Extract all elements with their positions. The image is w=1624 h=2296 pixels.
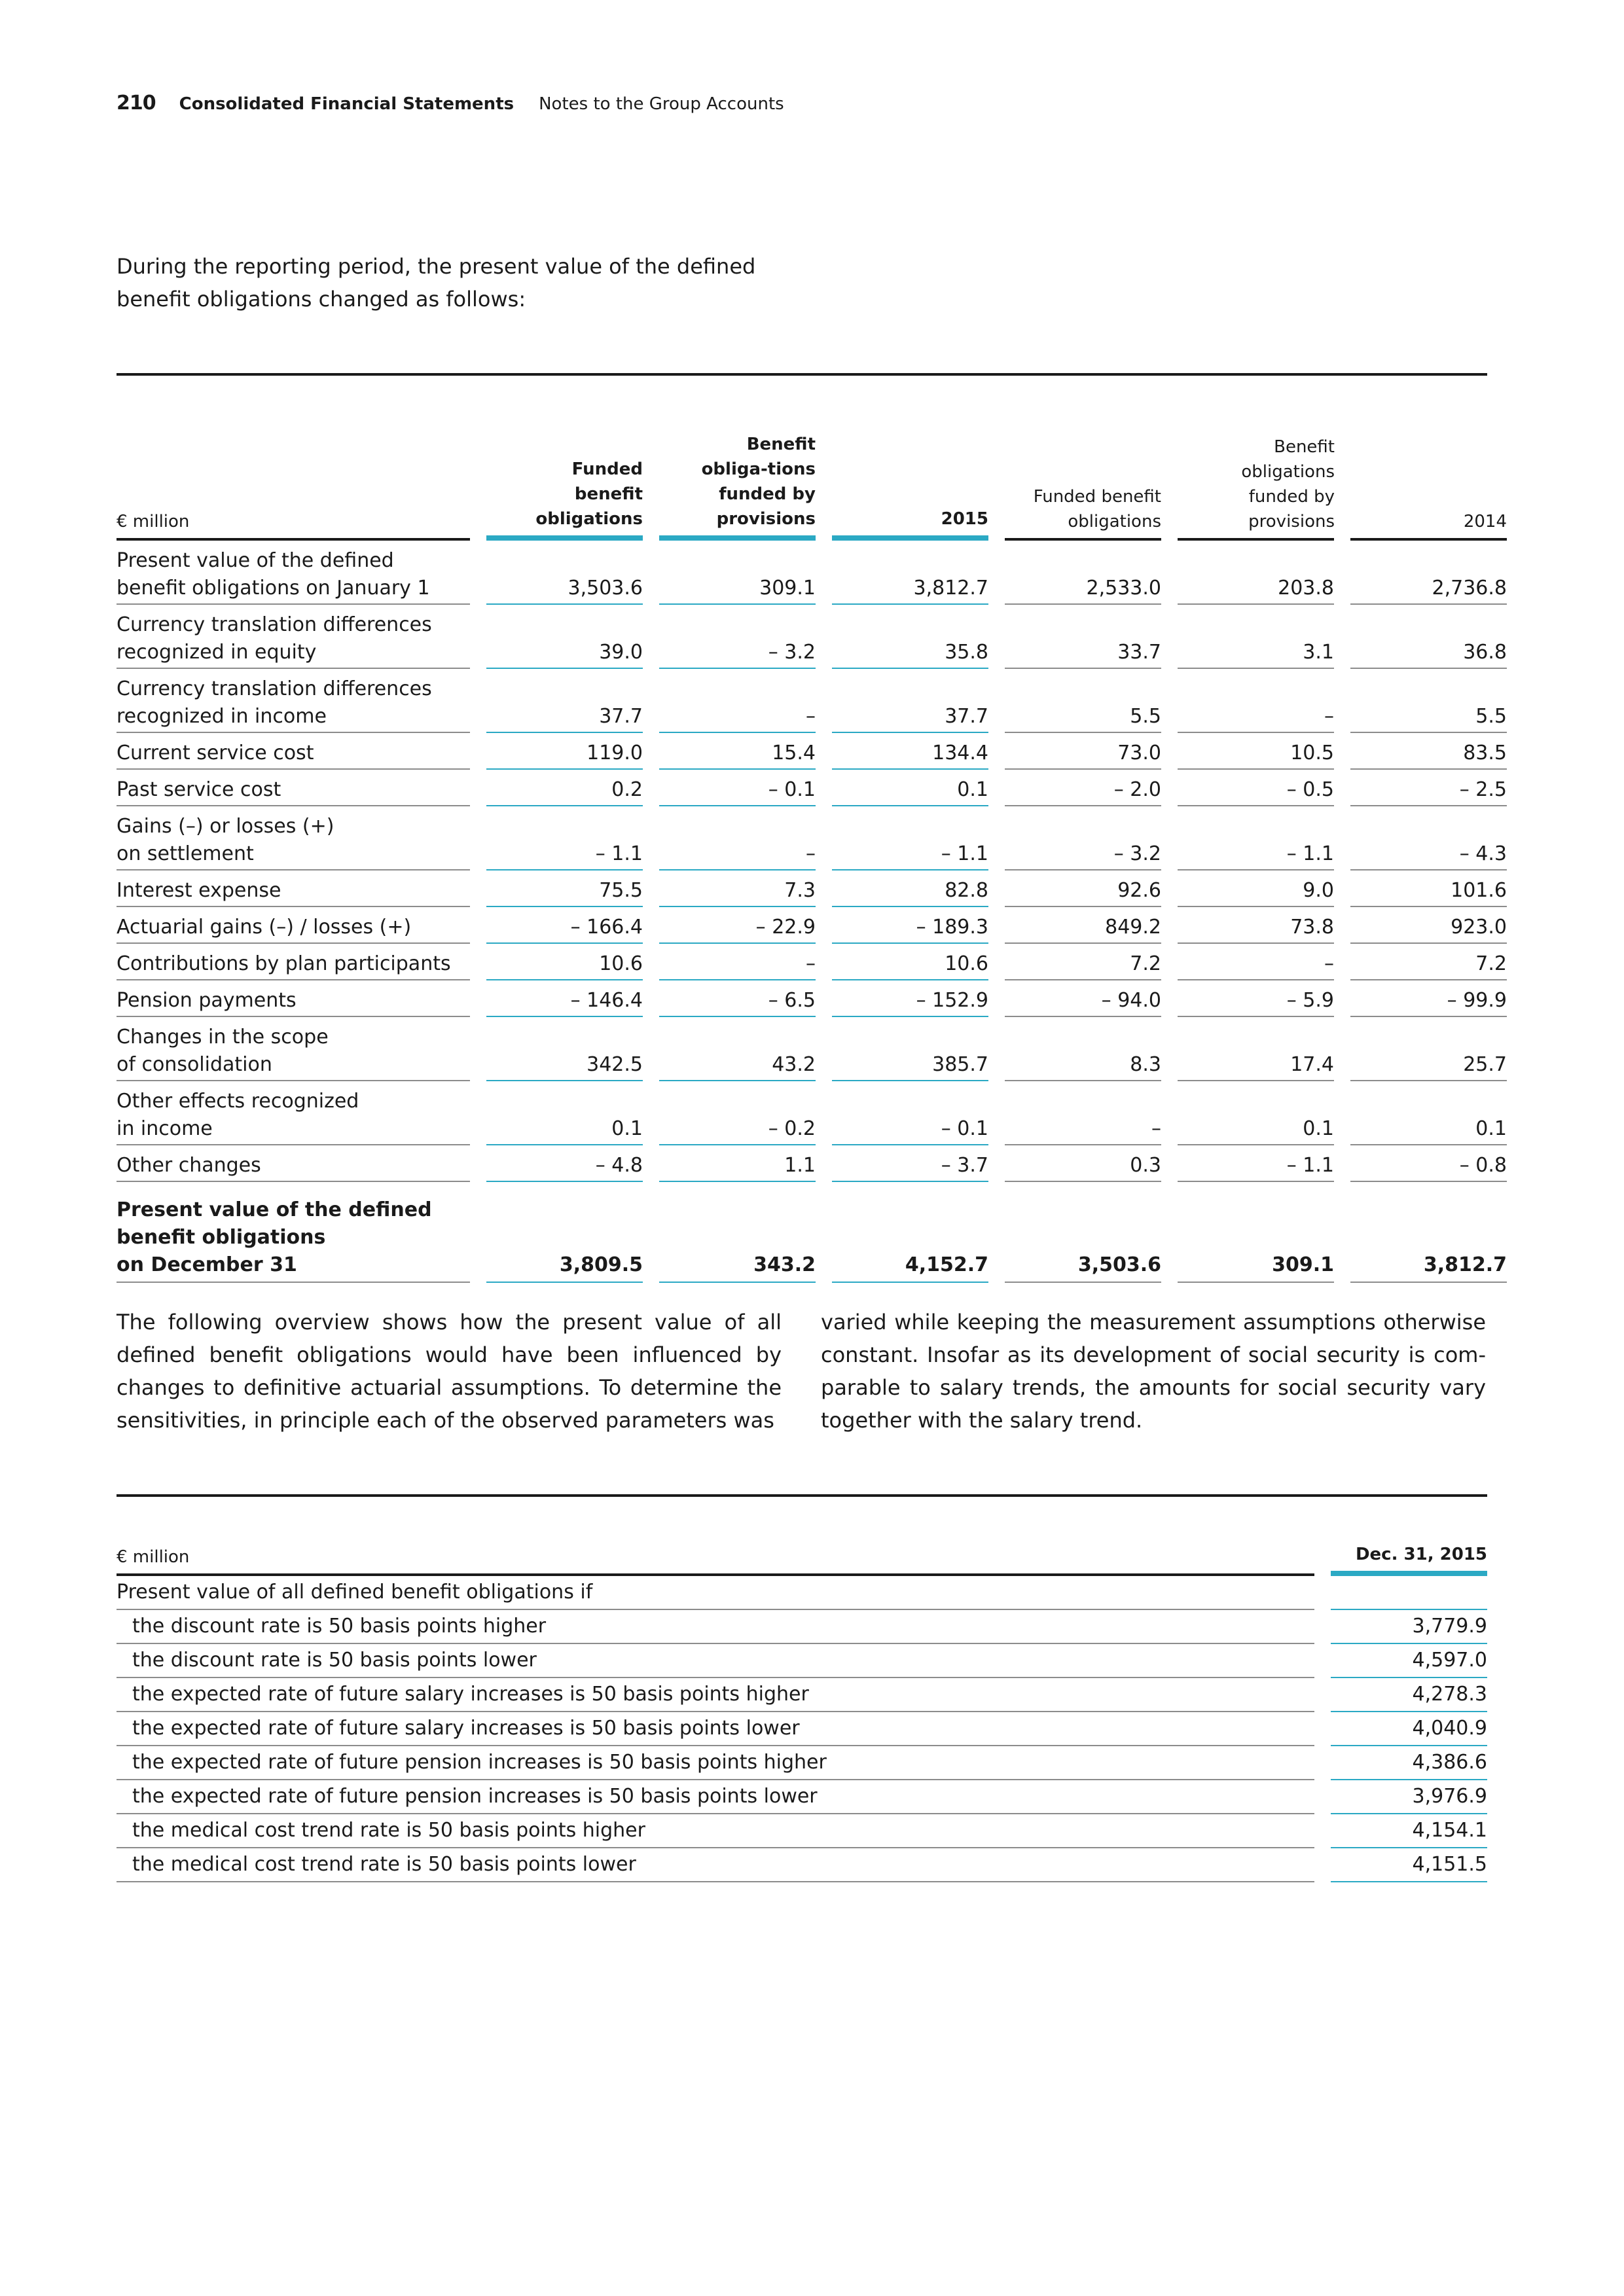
table-header-row bbox=[117, 1542, 1487, 1576]
cell-value: 10.5 bbox=[1178, 733, 1334, 770]
table-row bbox=[117, 770, 1507, 806]
sensitivity-paragraph-right: varied while keeping the measurement assumptions otherwise constant. Insofar as its development of social security is com-parable to salary trends, the amounts for social security vary together with the salary trend. bbox=[821, 1310, 1486, 1433]
table-row bbox=[117, 1746, 1487, 1780]
row-label: the discount rate is 50 basis points higher bbox=[117, 1610, 1314, 1644]
row-label: the discount rate is 50 basis points lower bbox=[117, 1644, 1314, 1678]
cell-value: 3,976.9 bbox=[1331, 1780, 1487, 1814]
cell-value: 15.4 bbox=[659, 733, 816, 770]
cell-value: – 152.9 bbox=[832, 980, 988, 1017]
cell-value: – 0.2 bbox=[659, 1081, 816, 1145]
table-row bbox=[117, 1712, 1487, 1746]
row-label: Past service cost bbox=[117, 770, 470, 806]
cell-value: 17.4 bbox=[1178, 1017, 1334, 1081]
cell-value: – bbox=[1178, 669, 1334, 733]
cell-value: 309.1 bbox=[1178, 1182, 1334, 1283]
row-label: Changes in the scope of consolidation bbox=[117, 1017, 470, 1081]
cell-value: 119.0 bbox=[486, 733, 643, 770]
cell-value: – bbox=[659, 944, 816, 980]
cell-value: 3,503.6 bbox=[486, 541, 643, 605]
section-title: Consolidated Financial Statements bbox=[179, 94, 514, 114]
cell-value: 4,154.1 bbox=[1331, 1814, 1487, 1848]
table-row bbox=[117, 1145, 1507, 1182]
row-label: Currency translation differences recognized in equity bbox=[117, 605, 470, 669]
column-header: Funded benefit obligations bbox=[486, 432, 643, 541]
cell-value: 35.8 bbox=[832, 605, 988, 669]
cell-value: – 3.7 bbox=[832, 1145, 988, 1182]
cell-value: 0.1 bbox=[1350, 1081, 1507, 1145]
cell-value: 849.2 bbox=[1005, 907, 1161, 944]
cell-value: – 22.9 bbox=[659, 907, 816, 944]
table-row bbox=[117, 1848, 1487, 1882]
row-label: Actuarial gains (–) / losses (+) bbox=[117, 907, 470, 944]
cell-value: 3,809.5 bbox=[486, 1182, 643, 1283]
cell-value: 25.7 bbox=[1350, 1017, 1507, 1081]
row-label: the medical cost trend rate is 50 basis points lower bbox=[117, 1848, 1314, 1882]
cell-value: 0.3 bbox=[1005, 1145, 1161, 1182]
table-row bbox=[117, 1576, 1487, 1610]
table-row bbox=[117, 1644, 1487, 1678]
column-header: Funded benefit obligations bbox=[1005, 432, 1161, 541]
cell-value: – bbox=[1005, 1081, 1161, 1145]
table-header-row bbox=[117, 432, 1507, 541]
row-label: Present value of all defined benefit obligations if bbox=[117, 1576, 1314, 1610]
table-row bbox=[117, 1081, 1507, 1145]
cell-value: 7.2 bbox=[1350, 944, 1507, 980]
cell-value: 101.6 bbox=[1350, 870, 1507, 907]
cell-value: 5.5 bbox=[1350, 669, 1507, 733]
cell-value: 83.5 bbox=[1350, 733, 1507, 770]
cell-value: 7.3 bbox=[659, 870, 816, 907]
cell-value: – 6.5 bbox=[659, 980, 816, 1017]
cell-value: – 94.0 bbox=[1005, 980, 1161, 1017]
total-row bbox=[117, 1182, 1507, 1283]
cell-value: – 0.8 bbox=[1350, 1145, 1507, 1182]
cell-value: 1.1 bbox=[659, 1145, 816, 1182]
table-row bbox=[117, 907, 1507, 944]
cell-value: 37.7 bbox=[832, 669, 988, 733]
cell-value: – 0.5 bbox=[1178, 770, 1334, 806]
cell-value: – 189.3 bbox=[832, 907, 988, 944]
column-header: Benefit obliga-tions funded by provisions bbox=[659, 432, 816, 541]
cell-value: – bbox=[1178, 944, 1334, 980]
cell-value: 0.1 bbox=[832, 770, 988, 806]
cell-value: – 1.1 bbox=[1178, 1145, 1334, 1182]
cell-value: – 2.0 bbox=[1005, 770, 1161, 806]
cell-value: – 146.4 bbox=[486, 980, 643, 1017]
cell-value: – 4.3 bbox=[1350, 806, 1507, 870]
cell-value: 37.7 bbox=[486, 669, 643, 733]
cell-value: 343.2 bbox=[659, 1182, 816, 1283]
table-row bbox=[117, 806, 1507, 870]
sensitivity-table bbox=[117, 1542, 1487, 1882]
cell-value: – 99.9 bbox=[1350, 980, 1507, 1017]
row-label: Pension payments bbox=[117, 980, 470, 1017]
cell-value: 4,386.6 bbox=[1331, 1746, 1487, 1780]
table-row bbox=[117, 1780, 1487, 1814]
cell-value: 9.0 bbox=[1178, 870, 1334, 907]
row-label: Interest expense bbox=[117, 870, 470, 907]
intro-paragraph: During the reporting period, the present value of the defined benefit obligations changed as follows: bbox=[117, 254, 756, 312]
cell-value: – 1.1 bbox=[486, 806, 643, 870]
cell-value: 8.3 bbox=[1005, 1017, 1161, 1081]
cell-value: – 0.1 bbox=[659, 770, 816, 806]
cell-value: – bbox=[659, 669, 816, 733]
table-row bbox=[117, 1678, 1487, 1712]
cell-value: 3,812.7 bbox=[832, 541, 988, 605]
subsection-title: Notes to the Group Accounts bbox=[539, 94, 784, 114]
table-row bbox=[117, 605, 1507, 669]
cell-value: – 1.1 bbox=[832, 806, 988, 870]
cell-value: 82.8 bbox=[832, 870, 988, 907]
table1-top-rule bbox=[117, 373, 1487, 376]
row-label: the expected rate of future salary increases is 50 basis points lower bbox=[117, 1712, 1314, 1746]
cell-value: – 1.1 bbox=[1178, 806, 1334, 870]
row-label: Present value of the defined benefit obligations on December 31 bbox=[117, 1182, 470, 1283]
cell-value: 203.8 bbox=[1178, 541, 1334, 605]
cell-value: 0.1 bbox=[1178, 1081, 1334, 1145]
cell-value: – bbox=[659, 806, 816, 870]
cell-value: – 166.4 bbox=[486, 907, 643, 944]
table-row bbox=[117, 1017, 1507, 1081]
row-label: Other effects recognized in income bbox=[117, 1081, 470, 1145]
page-header bbox=[117, 92, 784, 118]
cell-value: 134.4 bbox=[832, 733, 988, 770]
cell-value: 3.1 bbox=[1178, 605, 1334, 669]
cell-value: – 5.9 bbox=[1178, 980, 1334, 1017]
cell-value: 75.5 bbox=[486, 870, 643, 907]
column-header: Dec. 31, 2015 bbox=[1331, 1542, 1487, 1576]
column-header: 2015 bbox=[832, 432, 988, 541]
row-label: Currency translation differences recognized in income bbox=[117, 669, 470, 733]
cell-value: 7.2 bbox=[1005, 944, 1161, 980]
row-label: Present value of the defined benefit obligations on January 1 bbox=[117, 541, 470, 605]
cell-value: 10.6 bbox=[832, 944, 988, 980]
cell-value: 73.0 bbox=[1005, 733, 1161, 770]
sensitivity-paragraph-left: The following overview shows how the present value of all defined benefit obligations would have been influenced by changes to definitive actuarial assumptions. To determine the sensitivities, in principle each of the observed parameters was bbox=[117, 1310, 782, 1433]
unit-label: € million bbox=[117, 432, 470, 541]
cell-value: – 3.2 bbox=[1005, 806, 1161, 870]
column-header: 2014 bbox=[1350, 432, 1507, 541]
unit-label: € million bbox=[117, 1542, 1314, 1576]
row-label: the medical cost trend rate is 50 basis points higher bbox=[117, 1814, 1314, 1848]
cell-value: 0.1 bbox=[486, 1081, 643, 1145]
cell-value: 4,040.9 bbox=[1331, 1712, 1487, 1746]
table-row bbox=[117, 1814, 1487, 1848]
cell-value: 385.7 bbox=[832, 1017, 988, 1081]
cell-value: 36.8 bbox=[1350, 605, 1507, 669]
cell-value: 39.0 bbox=[486, 605, 643, 669]
row-label: the expected rate of future salary increases is 50 basis points higher bbox=[117, 1678, 1314, 1712]
column-header: Benefit obligations funded by provisions bbox=[1178, 432, 1334, 541]
cell-value: 33.7 bbox=[1005, 605, 1161, 669]
cell-value: 2,736.8 bbox=[1350, 541, 1507, 605]
row-label: Contributions by plan participants bbox=[117, 944, 470, 980]
cell-value: 4,597.0 bbox=[1331, 1644, 1487, 1678]
cell-value: 0.2 bbox=[486, 770, 643, 806]
cell-value: 10.6 bbox=[486, 944, 643, 980]
cell-value: 73.8 bbox=[1178, 907, 1334, 944]
cell-value: 5.5 bbox=[1005, 669, 1161, 733]
cell-value: 309.1 bbox=[659, 541, 816, 605]
cell-value: 43.2 bbox=[659, 1017, 816, 1081]
cell-value: 3,779.9 bbox=[1331, 1610, 1487, 1644]
cell-value: 3,503.6 bbox=[1005, 1182, 1161, 1283]
table-row bbox=[117, 944, 1507, 980]
cell-value: 4,151.5 bbox=[1331, 1848, 1487, 1882]
table-row bbox=[117, 733, 1507, 770]
table-row bbox=[117, 1610, 1487, 1644]
cell-value: 3,812.7 bbox=[1350, 1182, 1507, 1283]
cell-value: 92.6 bbox=[1005, 870, 1161, 907]
dbo-changes-table bbox=[117, 432, 1507, 1283]
cell-value: 342.5 bbox=[486, 1017, 643, 1081]
table-row bbox=[117, 669, 1507, 733]
table-row bbox=[117, 870, 1507, 907]
row-label: Current service cost bbox=[117, 733, 470, 770]
cell-value: – 0.1 bbox=[832, 1081, 988, 1145]
table-row bbox=[117, 541, 1507, 605]
table-row bbox=[117, 980, 1507, 1017]
table2-top-rule bbox=[117, 1494, 1487, 1497]
cell-value: 4,152.7 bbox=[832, 1182, 988, 1283]
row-label: the expected rate of future pension increases is 50 basis points higher bbox=[117, 1746, 1314, 1780]
cell-value: – 2.5 bbox=[1350, 770, 1507, 806]
cell-value: 4,278.3 bbox=[1331, 1678, 1487, 1712]
cell-value: – 3.2 bbox=[659, 605, 816, 669]
cell-value: 2,533.0 bbox=[1005, 541, 1161, 605]
page-number: 210 bbox=[117, 92, 156, 115]
row-label: the expected rate of future pension increases is 50 basis points lower bbox=[117, 1780, 1314, 1814]
row-label: Other changes bbox=[117, 1145, 470, 1182]
cell-value: – 4.8 bbox=[486, 1145, 643, 1182]
cell-value: 923.0 bbox=[1350, 907, 1507, 944]
row-label: Gains (–) or losses (+) on settlement bbox=[117, 806, 470, 870]
